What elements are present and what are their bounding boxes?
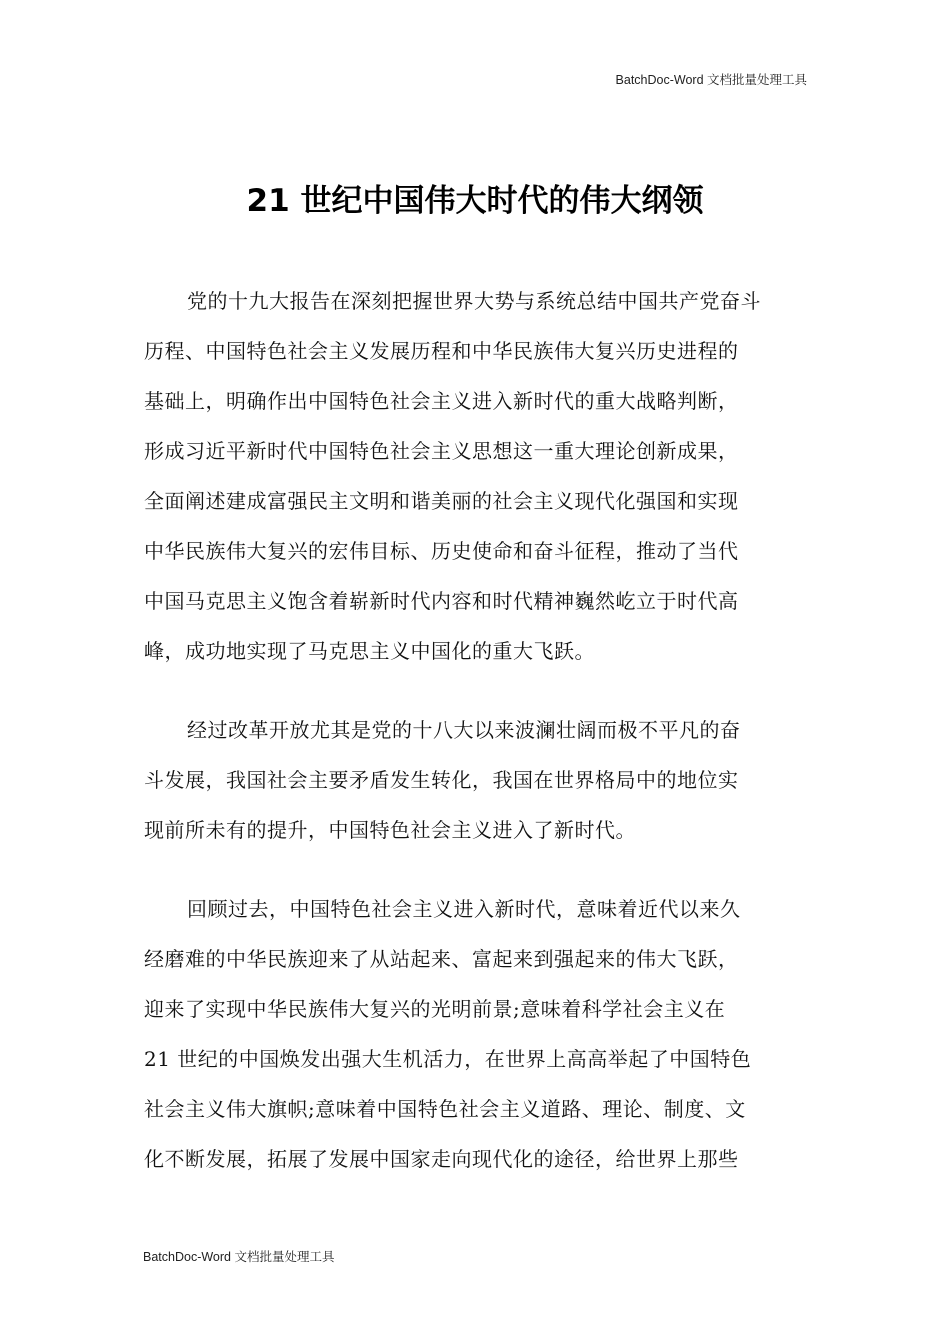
paragraph-line: 中国马克思主义饱含着崭新时代内容和时代精神巍然屹立于时代高 (144, 589, 739, 613)
paragraph-line: 党的十九大报告在深刻把握世界大势与系统总结中国共产党奋斗 (187, 289, 761, 313)
paragraph-line: 回顾过去，中国特色社会主义进入新时代，意味着近代以来久 (187, 897, 741, 921)
page-header: BatchDoc-Word 文档批量处理工具 (615, 73, 807, 87)
paragraph-line: 化不断发展，拓展了发展中国家走向现代化的途径，给世界上那些 (144, 1147, 739, 1171)
paragraph-line: 迎来了实现中华民族伟大复兴的光明前景;意味着科学社会主义在 (144, 997, 726, 1021)
paragraph-1 (144, 276, 806, 676)
paragraph-2 (144, 705, 806, 855)
paragraph-line: 21 世纪的中国焕发出强大生机活力，在世界上高高举起了中国特色 (144, 1047, 752, 1071)
document-title: 21 世纪中国伟大时代的伟大纲领 (246, 183, 704, 219)
paragraph-line: 中华民族伟大复兴的宏伟目标、历史使命和奋斗征程，推动了当代 (144, 539, 739, 563)
page-footer: BatchDoc-Word 文档批量处理工具 (143, 1250, 335, 1264)
paragraph-line: 经磨难的中华民族迎来了从站起来、富起来到强起来的伟大飞跃， (144, 947, 739, 971)
paragraph-line: 斗发展，我国社会主要矛盾发生转化，我国在世界格局中的地位实 (144, 768, 739, 792)
paragraph-line: 经过改革开放尤其是党的十八大以来波澜壮阔而极不平凡的奋 (187, 718, 741, 742)
paragraph-line: 社会主义伟大旗帜;意味着中国特色社会主义道路、理论、制度、文 (144, 1097, 746, 1121)
paragraph-line: 基础上，明确作出中国特色社会主义进入新时代的重大战略判断， (144, 389, 739, 413)
document-body (144, 276, 806, 1213)
paragraph-line: 历程、中国特色社会主义发展历程和中华民族伟大复兴历史进程的 (144, 339, 739, 363)
paragraph-line: 峰，成功地实现了马克思主义中国化的重大飞跃。 (144, 639, 595, 663)
paragraph-3 (144, 884, 806, 1184)
paragraph-line: 形成习近平新时代中国特色社会主义思想这一重大理论创新成果， (144, 439, 739, 463)
paragraph-line: 现前所未有的提升，中国特色社会主义进入了新时代。 (144, 818, 636, 842)
paragraph-line: 全面阐述建成富强民主文明和谐美丽的社会主义现代化强国和实现 (144, 489, 739, 513)
